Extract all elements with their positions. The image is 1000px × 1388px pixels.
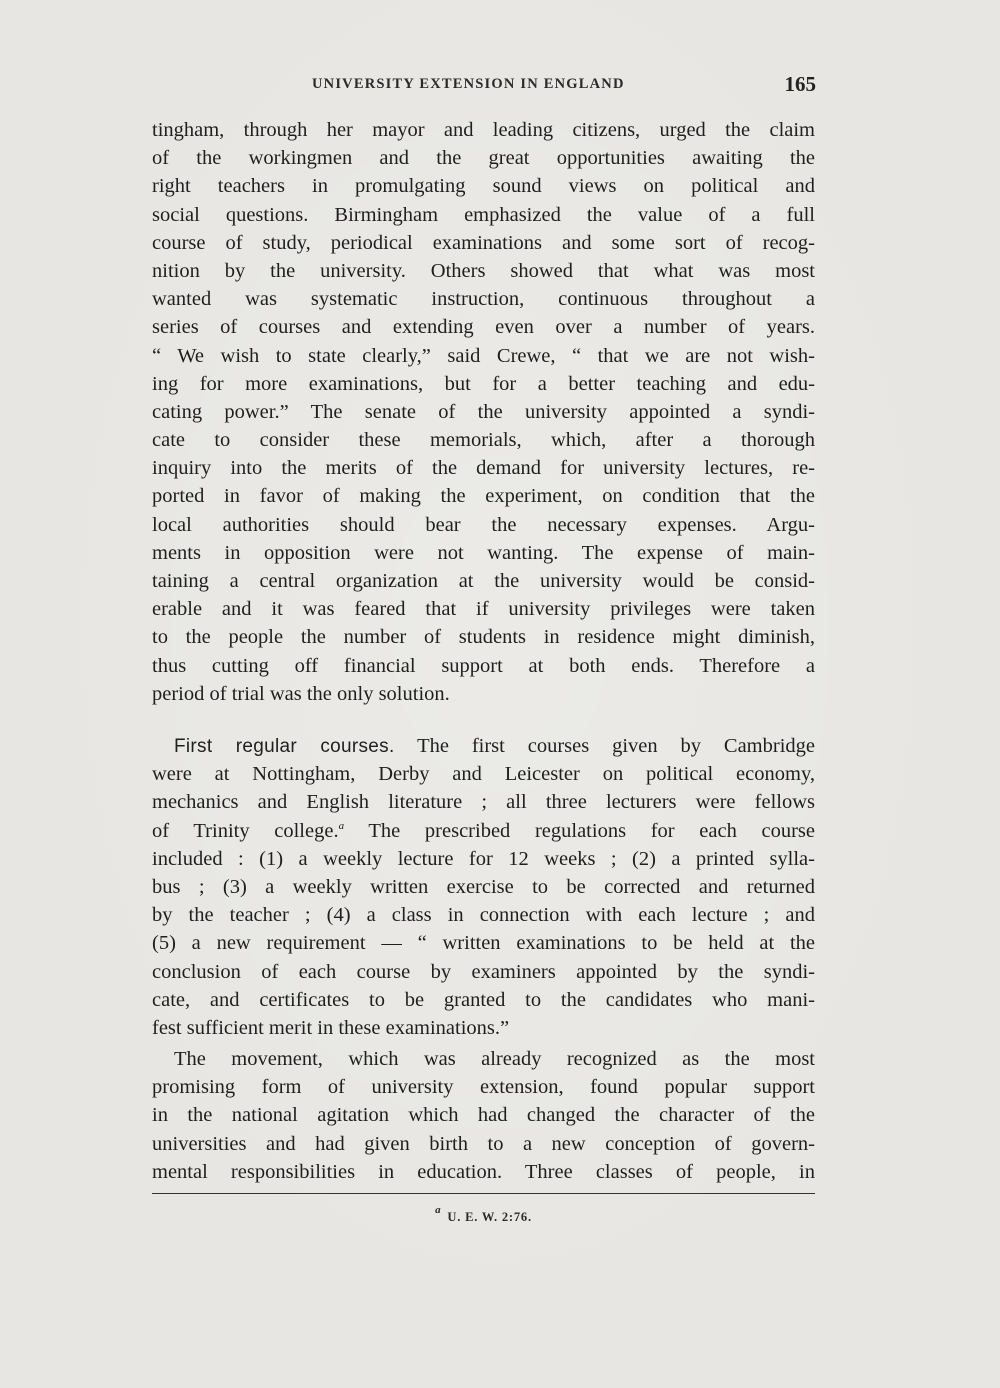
text-segment: of Trinity college. [152, 819, 339, 842]
text-line: of the workingmen and the great opportunities awaiting the [152, 147, 815, 170]
text-line: cate to consider these memorials, which, after a thorough [152, 429, 815, 452]
paragraph-movement [152, 1045, 815, 1186]
paragraph-first-regular-courses [152, 732, 815, 1042]
text-line [152, 732, 815, 760]
text-line: right teachers in promulgating sound views on political and [152, 175, 815, 198]
footnote-reference: a [338, 819, 345, 832]
text-line: period of trial was the only solution. [152, 682, 450, 705]
text-line: fest sufficient merit in these examinations.” [152, 1016, 510, 1039]
text-line: (5) a new requirement — “ written examinations to be held at the [152, 932, 815, 955]
text-line: “ We wish to state clearly,” said Crewe, “ that we are not wish- [152, 344, 815, 367]
text-line: social questions. Birmingham emphasized the value of a full [152, 203, 815, 226]
running-head [152, 72, 816, 98]
text-line: course of study, periodical examinations and some sort of recog- [152, 231, 815, 254]
text-line: series of courses and extending even over a number of years. [152, 316, 815, 339]
text-line: cate, and certificates to be granted to the candidates who mani- [152, 988, 815, 1011]
text-line: mechanics and English literature ; all three lecturers were fellows [152, 791, 815, 814]
text-line: cating power.” The senate of the university appointed a syndi- [152, 400, 815, 423]
footnote-rule [152, 1193, 815, 1194]
text-line: inquiry into the merits of the demand for university lectures, re- [152, 457, 815, 480]
text-line [152, 817, 815, 845]
text-line: conclusion of each course by examiners appointed by the syndi- [152, 960, 815, 983]
text-line: ported in favor of making the experiment, on condition that the [152, 485, 815, 508]
text-line: promising form of university extension, found popular support [152, 1076, 815, 1099]
text-line: bus ; (3) a weekly written exercise to be corrected and returned [152, 875, 815, 898]
text-line: erable and it was feared that if university privileges were taken [152, 598, 815, 621]
running-title: UNIVERSITY EXTENSION IN ENGLAND [312, 76, 625, 92]
text-line: The movement, which was already recognized as the most [174, 1048, 815, 1070]
side-heading: First regular courses. [174, 736, 395, 757]
text-line: in the national agitation which had changed the character of the [152, 1104, 815, 1127]
text-line: mental responsibilities in education. Three classes of people, in [152, 1160, 815, 1183]
text-line: included : (1) a weekly lecture for 12 weeks ; (2) a printed sylla- [152, 847, 815, 870]
text-line: by the teacher ; (4) a class in connection with each lecture ; and [152, 904, 815, 927]
text-line: to the people the number of students in residence might diminish, [152, 626, 815, 649]
text-segment: The prescribed regulations for each course [344, 819, 815, 842]
text-line: taining a central organization at the university would be consid- [152, 570, 815, 592]
text-line: nition by the university. Others showed that what was most [152, 259, 815, 282]
text-line-rest: The first courses given by Cambridge [417, 735, 815, 757]
paragraph-continuation [152, 116, 815, 708]
footnote [152, 1204, 815, 1225]
text-line: universities and had given birth to a new conception of govern- [152, 1132, 815, 1155]
text-line: local authorities should bear the necessary expenses. Argu- [152, 513, 815, 536]
text-line: thus cutting off financial support at both ends. Therefore a [152, 654, 815, 677]
footnote-text: U. E. W. 2:76. [447, 1210, 532, 1224]
text-line: tingham, through her mayor and leading citizens, urged the claim [152, 119, 815, 141]
text-line: ing for more examinations, but for a better teaching and edu- [152, 372, 815, 395]
footnote-marker: a [435, 1204, 442, 1216]
text-line: wanted was systematic instruction, continuous throughout a [152, 288, 815, 311]
text-line: ments in opposition were not wanting. The expense of main- [152, 541, 815, 564]
page-number: 165 [784, 72, 816, 96]
text-line: were at Nottingham, Derby and Leicester on political economy, [152, 763, 815, 786]
